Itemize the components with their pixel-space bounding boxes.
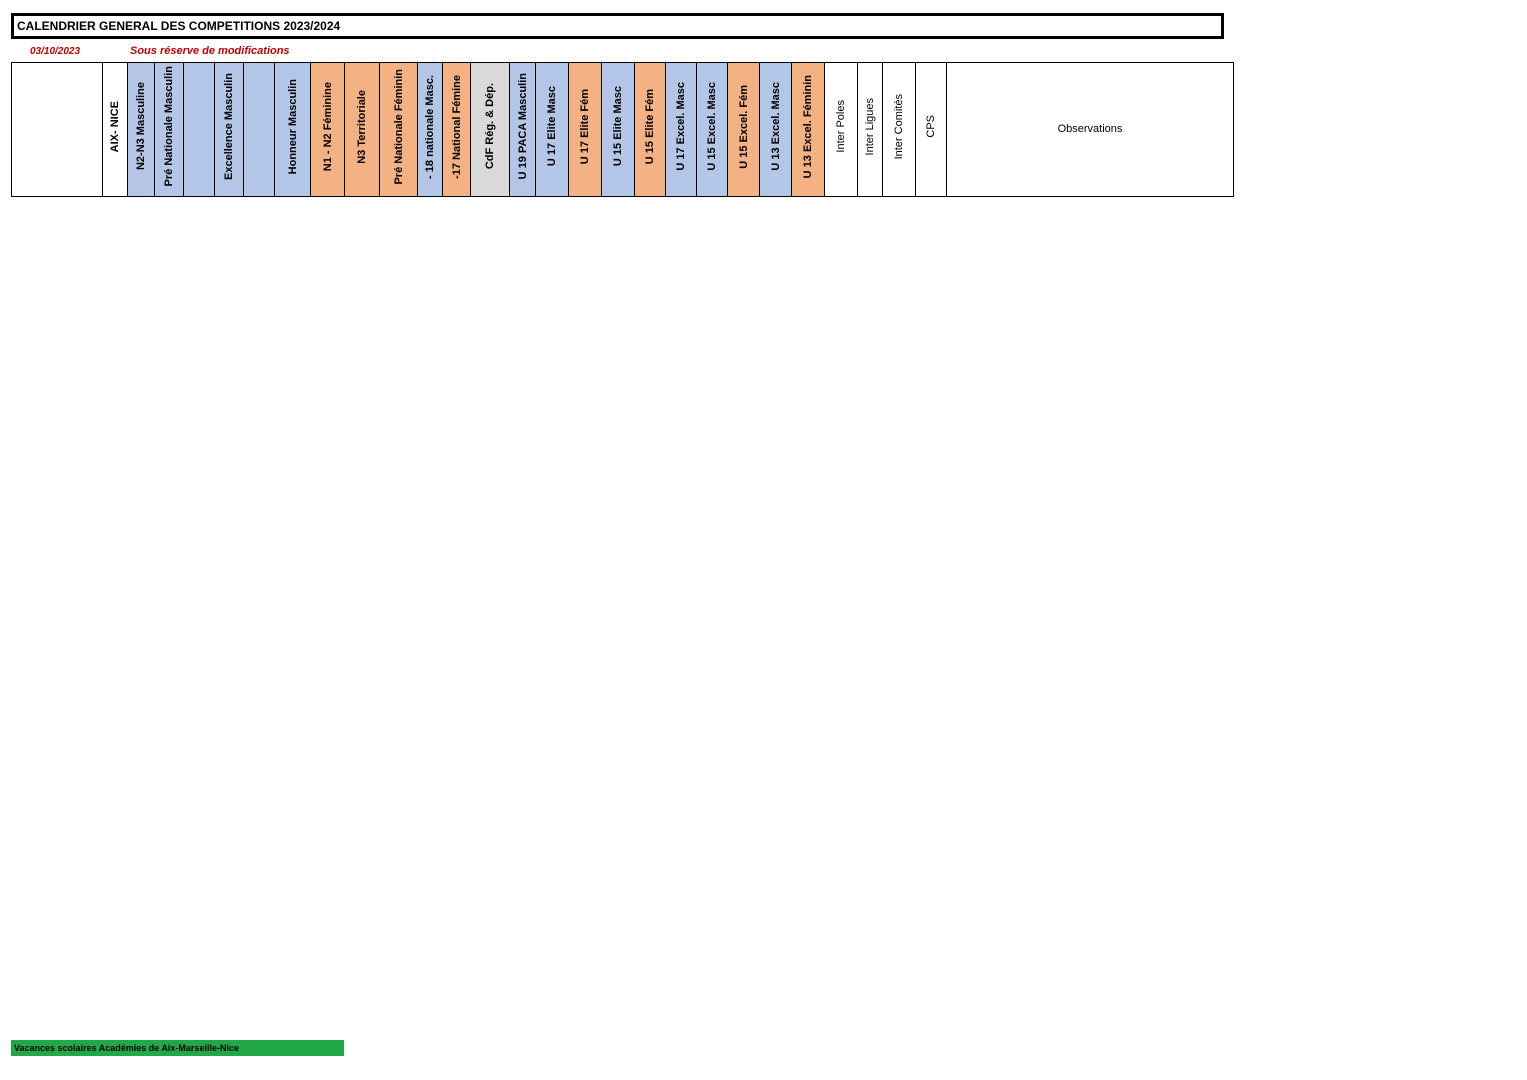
- column-header-13: [471, 63, 510, 197]
- column-header-11: [418, 63, 443, 197]
- column-header-18: [635, 63, 666, 197]
- column-header-16: [569, 63, 602, 197]
- header-row: [12, 63, 1234, 197]
- column-header-22: [760, 63, 792, 197]
- column-header-label: N3 Territoriale: [356, 89, 368, 164]
- column-header-label: Observations: [1057, 123, 1123, 135]
- column-header-label: U 17 Elite Fém: [579, 88, 591, 165]
- column-header-label: U 13 Excel. Féminin: [802, 74, 814, 179]
- column-header-label: U 15 Elite Fém: [644, 88, 656, 165]
- column-header-label: -17 National Fémine: [450, 74, 463, 179]
- column-header-label: Pré Nationale Masculin: [163, 66, 175, 187]
- column-header-label: Inter Ligues: [864, 97, 876, 156]
- column-header-15: [536, 63, 569, 197]
- column-header-7: [275, 63, 311, 197]
- column-header-label: U 15 Elite Masc: [612, 86, 624, 167]
- column-header-2: [128, 63, 155, 197]
- column-header-19: [666, 63, 697, 197]
- document-date: 03/10/2023: [30, 46, 81, 57]
- column-header-14: [510, 63, 536, 197]
- column-header-25: [858, 63, 883, 197]
- column-header-label: Inter Comités: [893, 93, 905, 160]
- page-title: CALENDRIER GENERAL DES COMPETITIONS 2023/2024: [11, 13, 1224, 39]
- column-header-label: U 15 Excel. Masc: [706, 82, 718, 171]
- column-header-label: CPS: [925, 115, 937, 138]
- column-header-label: - 18 nationale Masc.: [424, 74, 436, 179]
- competition-calendar-table: [11, 62, 1234, 197]
- reserve-notice: Sous réserve de modifications: [130, 45, 290, 57]
- column-header-label: Pré Nationale Féminin: [392, 68, 405, 185]
- column-header-label: U 19 PACA Masculin: [516, 73, 529, 180]
- column-header-label: N1 - N2 Féminine: [321, 81, 334, 172]
- column-header-1: [103, 63, 128, 197]
- column-header-12: [443, 63, 471, 197]
- column-header-21: [728, 63, 760, 197]
- column-header-20: [697, 63, 728, 197]
- column-header-label: Honneur Masculin: [286, 78, 299, 175]
- column-header-label: CdF Rég. & Dép.: [484, 83, 496, 170]
- column-header-label: AIX- NICE: [109, 100, 121, 153]
- column-header-8: [311, 63, 345, 197]
- column-header-10: [380, 63, 418, 197]
- column-header-28: [947, 63, 1234, 197]
- column-header-27: [916, 63, 947, 197]
- column-header-23: [792, 63, 825, 197]
- column-header-24: [825, 63, 858, 197]
- column-header-9: [345, 63, 380, 197]
- column-header-17: [602, 63, 635, 197]
- column-header-5: [215, 63, 244, 197]
- column-header-label: U 15 Excel. Fém: [737, 84, 750, 169]
- column-header-label: Inter Poles: [835, 100, 847, 153]
- column-header-0: [12, 63, 103, 197]
- column-header-label: U 17 Elite Masc: [546, 86, 558, 167]
- column-header-label: U 17 Excel. Masc: [675, 82, 687, 171]
- column-header-3: [155, 63, 184, 197]
- column-header-4: [184, 63, 215, 197]
- column-header-6: [244, 63, 275, 197]
- column-header-label: Excellence Masculin: [223, 73, 235, 180]
- column-header-label: N2-N3 Masculine: [135, 82, 147, 171]
- column-header-26: [883, 63, 916, 197]
- column-header-label: U 13 Excel. Masc: [769, 82, 782, 171]
- holiday-legend: Vacances scolaires Académies de Aix-Marseille-Nice: [11, 1040, 344, 1056]
